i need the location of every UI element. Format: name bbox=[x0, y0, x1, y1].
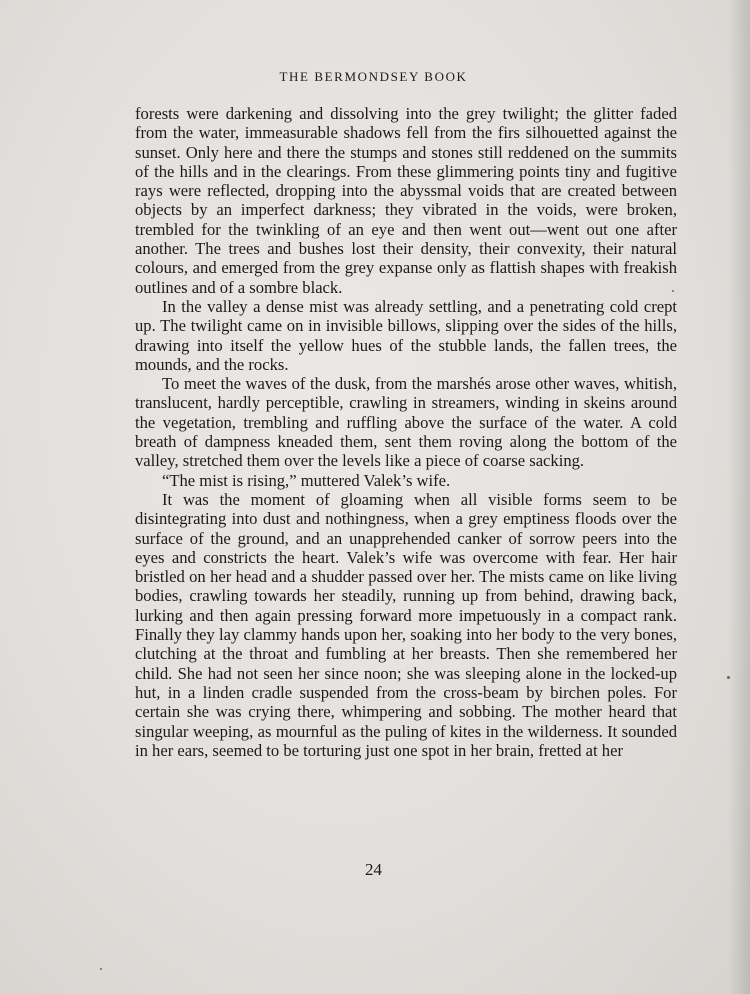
paragraph: It was the moment of gloaming when all visible forms seem to be disintegrating into dust and nothingness, when a grey emptiness floods over the surface of the ground, and an unapprehended canker of sorrow peers into the eyes and constricts the heart. Valek’s wife was overcome with fear. Her hair bristled on her head and a shudder passed over her. The mists came on like living bodies, crawling towards her steadily, running up from behind, drawing back, lurking and then again pressing forward more impetuously in a compact rank. Finally they lay clammy hands upon her, soaking into her body to the very bones, clutching at the throat and fumbling at her breasts. Then she remembered her child. She had not seen her since noon; she was sleeping alone in the locked-up hut, in a linden cradle suspended from the cross-beam by birchen poles. For certain she was crying there, whimpering and sobbing. The mother heard that singular weeping, as mournful as the puling of kites in the wilderness. It sounded in her ears, seemed to be torturing just one spot in her brain, fretted at her bbox=[135, 489, 677, 760]
paper-speck bbox=[727, 676, 730, 679]
paper-speck bbox=[672, 290, 674, 292]
paragraph: In the valley a dense mist was already settling, and a penetrating cold crept up. The twilight came on in invisible billows, slipping over the sides of the hills, drawing into itself the yellow hues of the stubble lands, the fallen trees, the mounds, and the rocks. bbox=[135, 296, 677, 374]
paragraph: “The mist is rising,” muttered Valek’s wife. bbox=[162, 470, 451, 490]
page-number: 24 bbox=[365, 860, 382, 879]
running-head: THE BERMONDSEY BOOK bbox=[279, 69, 468, 84]
paragraph: To meet the waves of the dusk, from the marshés arose other waves, whitish, translucent, hardly perceptible, crawling in streamers, winding in skeins around the vegetation, trembling and ruffling above the surface of the water. A cold breath of dampness kneaded them, sent them roving along the bottom of the valley, stretched them over the levels like a piece of coarse sacking. bbox=[135, 374, 677, 471]
body-text bbox=[135, 104, 677, 760]
paragraph: forests were darkening and dissolving into the grey twilight; the glitter faded from the water, immeasurable shadows fell from the firs silhouetted against the sunset. Only here and there the stumps and stones still reddened on the summits of the hills and in the clearings. From these glimmering points tiny and fugitive rays were reflected, dropping into the abyssmal voids that are created between objects by an imperfect darkness; they vibrated in the voids, were broken, trembled for the twinkling of an eye and then went out—went out one after another. The trees and bushes lost their density, their convexity, their natural colours, and emerged from the grey expanse only as flattish shapes with freakish outlines and of a sombre black. bbox=[135, 104, 677, 297]
paper-speck bbox=[100, 968, 102, 970]
